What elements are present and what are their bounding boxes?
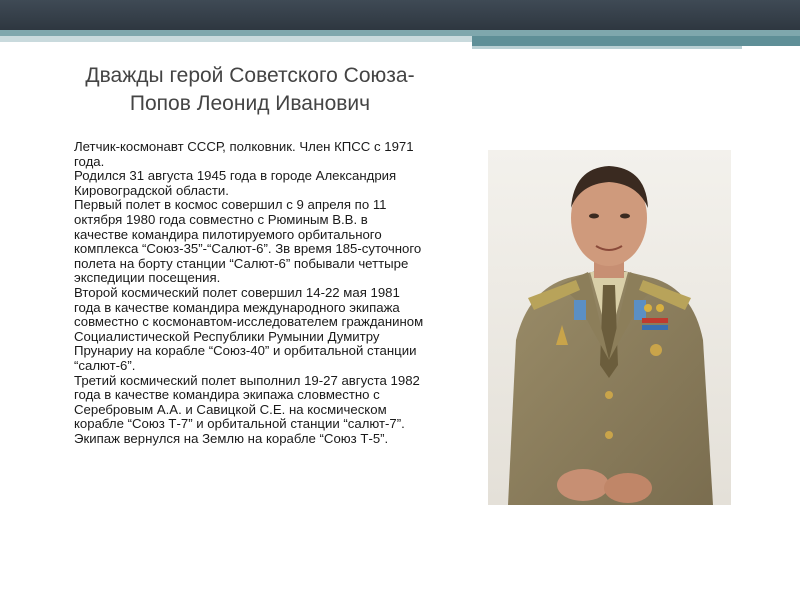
bio-paragraph: Экипаж вернулся на Землю на корабле “Союз Т-5”. bbox=[74, 430, 389, 446]
bio-paragraph: Третий космический полет выполнил 19-27 августа 1982 года в качестве командира экипажа словместно с Серебровым А.А. и Савицкой С.Е. на космическом корабле “Союз Т-7” и орбитальной станции “салют-7”. bbox=[74, 372, 420, 432]
header-stripe-thin bbox=[472, 46, 742, 49]
biography-text bbox=[74, 140, 424, 446]
bio-paragraph: Первый полет в космос совершил с 9 апреля по 11 октября 1980 года совместно с Рюминым В.В. в качестве командира пилотируемого орбитального комплекса “Союз-35”-“Салют-6”. Зв время 185-суточного полета на борту станции “Салют-6” побывали четтыре экспедиции посещения. bbox=[74, 197, 422, 286]
portrait-photo bbox=[488, 150, 731, 505]
portrait-illustration bbox=[488, 150, 731, 505]
slide-title-line1: Дважды герой Советского Союза- bbox=[85, 64, 415, 87]
slide-title-line2: Попов Леонид Иванович bbox=[129, 92, 371, 115]
header-stripe-light bbox=[0, 36, 472, 42]
header-bar bbox=[0, 0, 800, 30]
header-stripe-accent bbox=[472, 36, 800, 46]
bio-paragraph: Второй космический полет совершил 14-22 мая 1981 года в качестве командира международного экипажа совместно с космонавтом-исследователем гражданином Социалистической Республики Румынии Думитру Прунариу на корабле “Союз-40” и орбитальной станции “салют-6”. bbox=[74, 284, 424, 373]
bio-paragraph: Родился 31 августа 1945 года в городе Александрия Кировоградской области. bbox=[74, 168, 397, 198]
slide-title bbox=[40, 62, 460, 118]
bio-paragraph: Летчик-космонавт СССР, полковник. Член КПСС с 1971 года. bbox=[74, 139, 414, 169]
